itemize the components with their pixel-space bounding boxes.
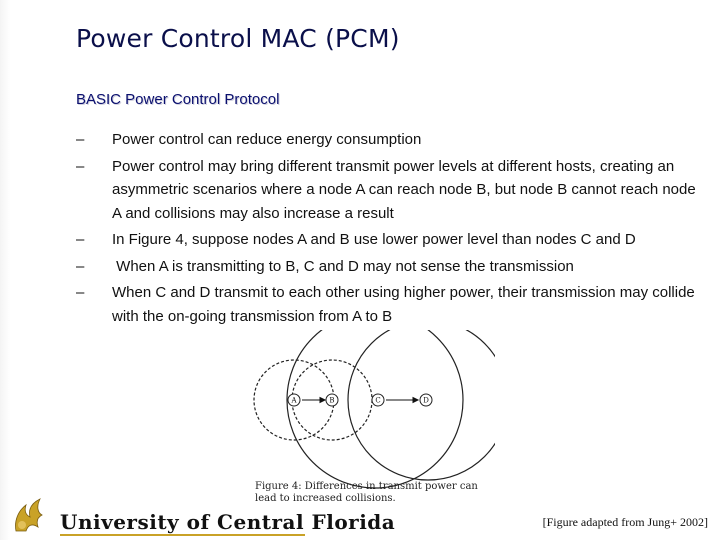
bullet-item — [76, 155, 696, 226]
range-circle-c — [287, 330, 463, 488]
node-b — [326, 394, 338, 406]
section-subtitle: BASIC Power Control Protocol — [76, 91, 280, 108]
node-c — [372, 394, 384, 406]
node-a — [288, 394, 300, 406]
node-d — [420, 394, 432, 406]
slide-title: Power Control MAC (PCM) — [76, 24, 400, 53]
node-d-label: D — [423, 396, 429, 405]
bullet-item — [76, 281, 696, 328]
bullet-dash: – — [76, 131, 85, 148]
figure-caption: Figure 4: Differences in transmit power can lead to increased collisions. — [255, 481, 478, 503]
bullet-text: Power control can reduce energy consumption — [112, 131, 422, 148]
bullet-item — [76, 128, 696, 152]
node-a-label: A — [291, 396, 297, 405]
university-underline — [60, 534, 305, 536]
ucf-pegasus-logo — [8, 495, 50, 537]
bullet-dash: – — [76, 257, 85, 275]
bullet-text: When A is transmitting to B, C and D may not sense the transmission — [112, 257, 574, 275]
transmission-range-figure — [250, 330, 495, 505]
bullet-dash: – — [76, 231, 85, 248]
range-circle-d — [348, 330, 495, 480]
slide-edge-accent — [0, 0, 10, 540]
university-name: University of Central Florida — [60, 510, 396, 534]
bullet-item — [76, 255, 696, 279]
bullet-item — [76, 228, 696, 252]
node-c-label: C — [375, 396, 381, 405]
figure-credit: [Figure adapted from Jung+ 2002] — [542, 515, 708, 529]
bullet-text: In Figure 4, suppose nodes A and B use lower power level than nodes C and D — [112, 231, 636, 248]
bullet-text: Power control may bring different transmit power levels at different hosts, creating an asymmetric scenarios where a node A can reach node B, but node B cannot reach node A and collisions may also increase a result — [112, 157, 696, 222]
bullet-dash: – — [76, 284, 85, 301]
bullet-text: When C and D transmit to each other using higher power, their transmission may collide with the on-going transmission from A to B — [112, 284, 695, 325]
bullet-dash: – — [76, 157, 85, 175]
bullet-list — [76, 128, 696, 331]
node-b-label: B — [329, 396, 335, 405]
